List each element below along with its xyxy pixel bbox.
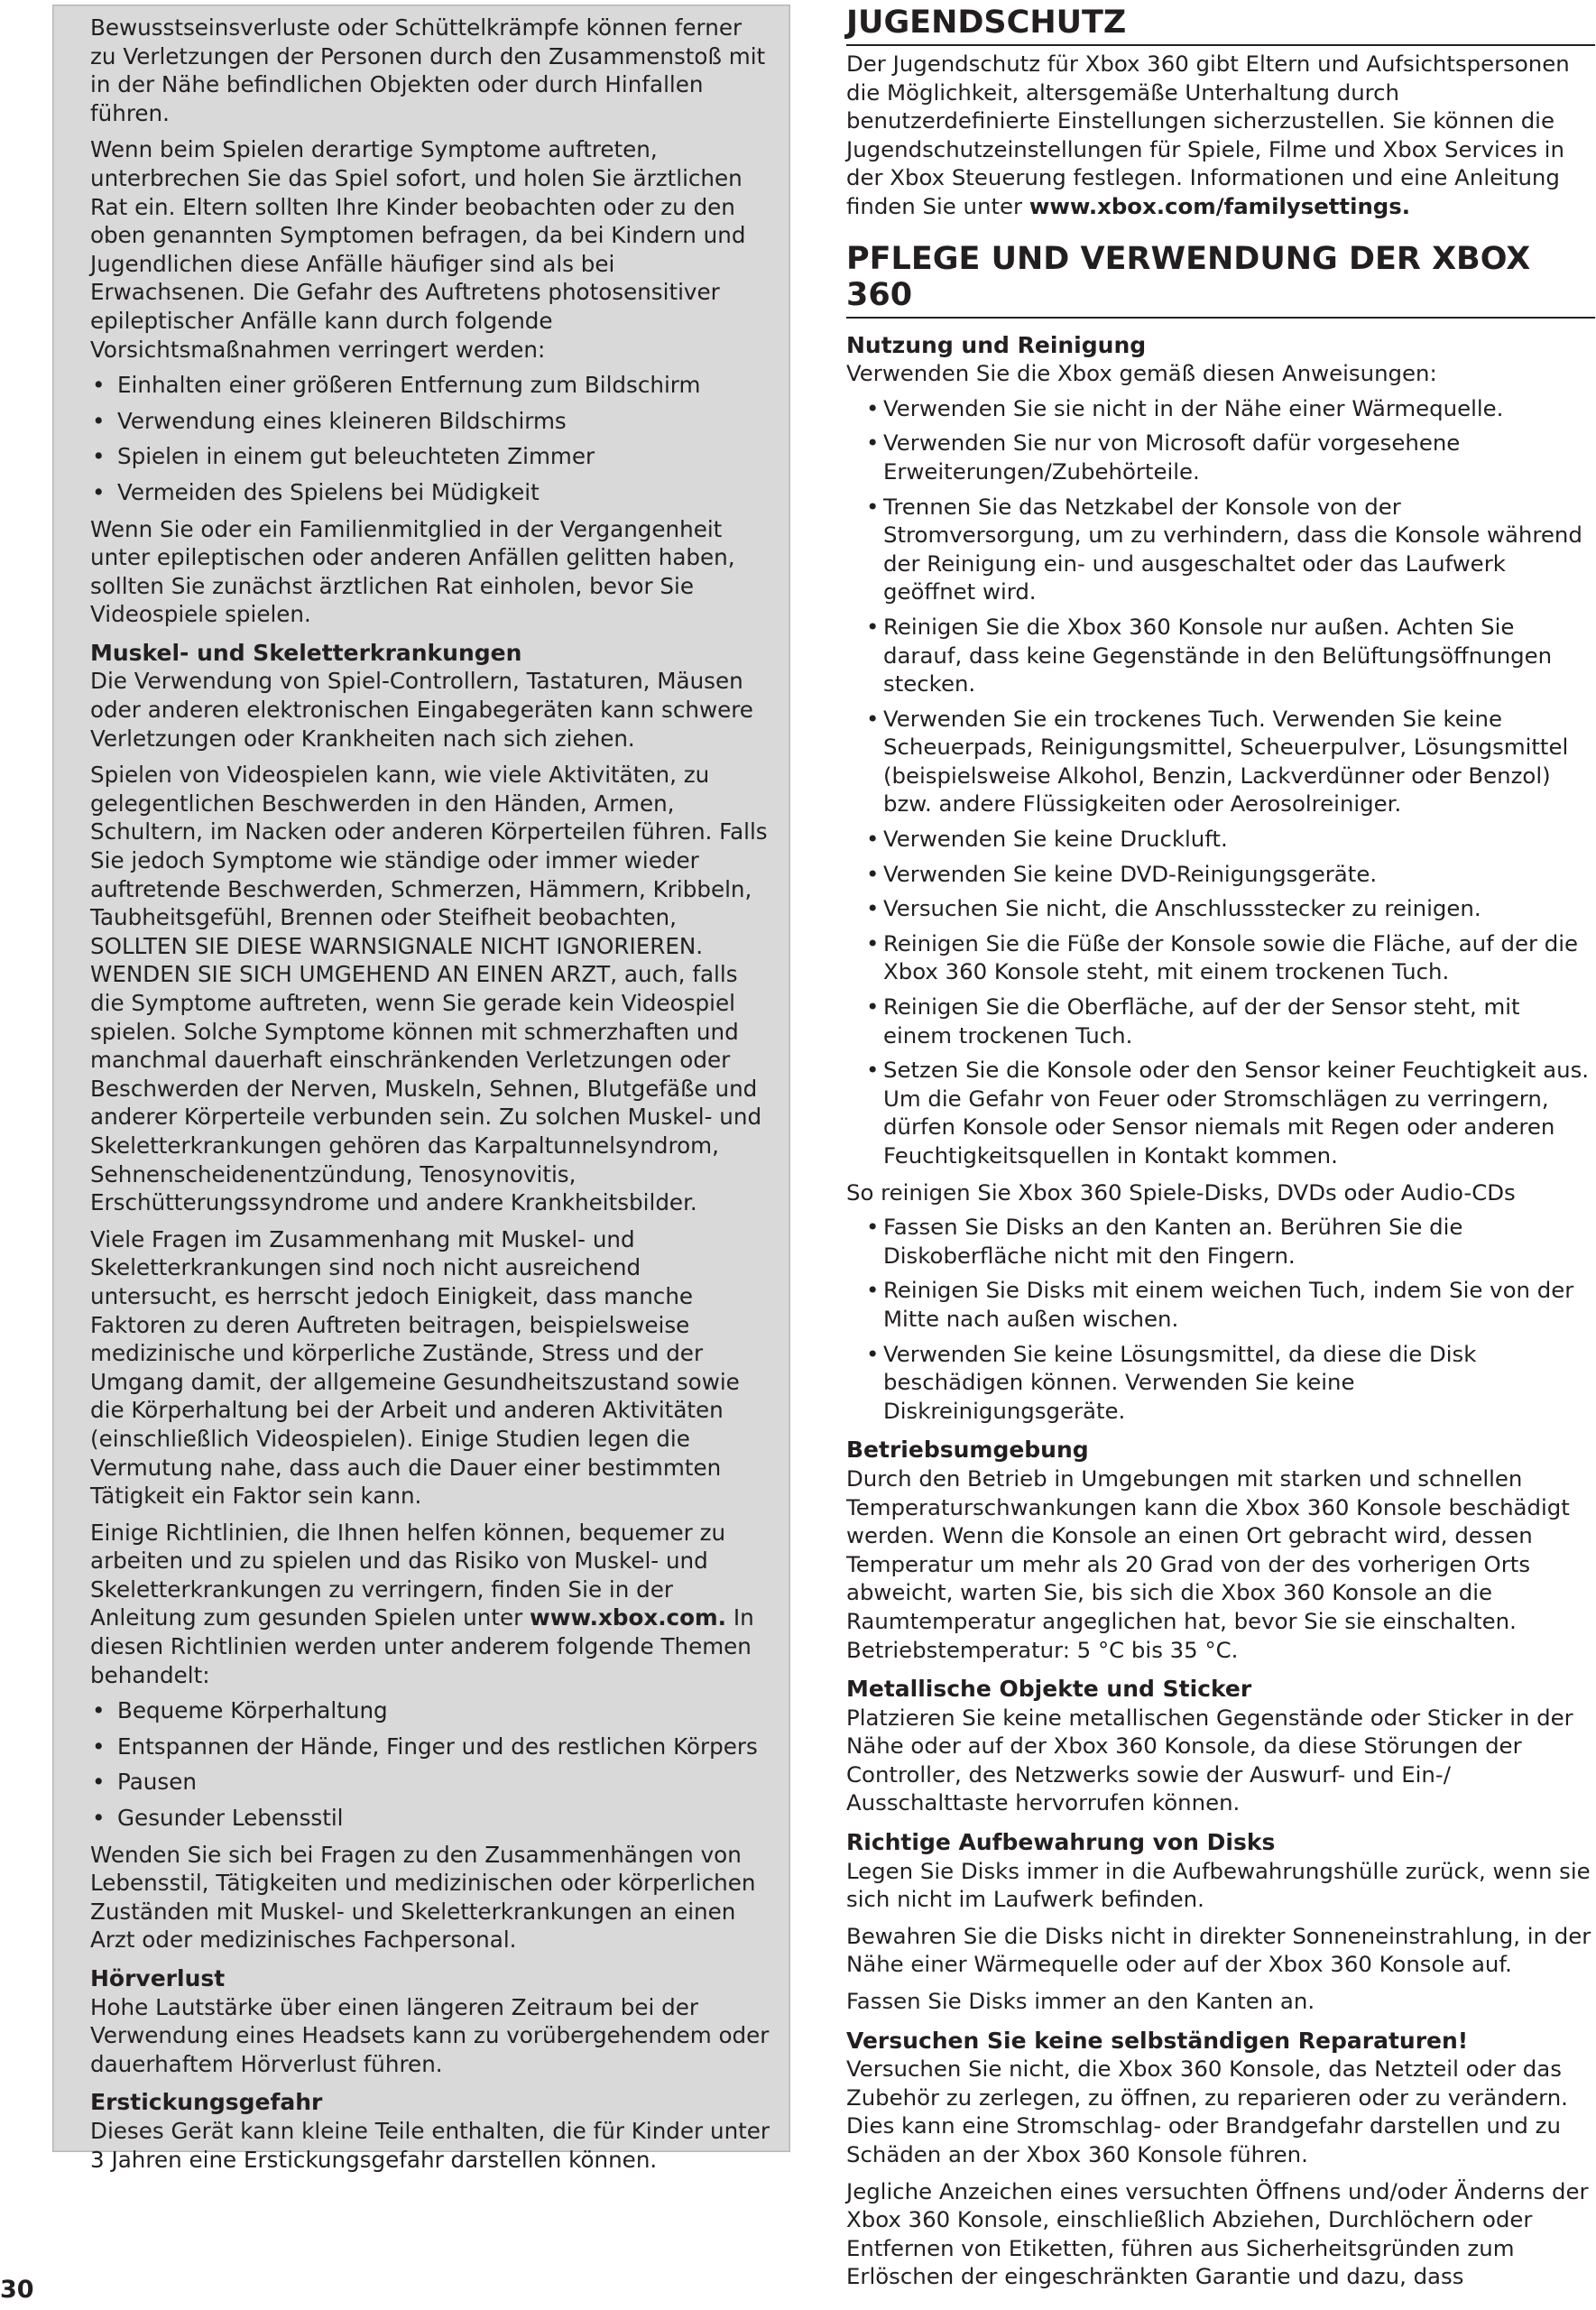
list-item: • Einhalten einer größeren Entfernung zum Bildschirm: [90, 371, 774, 400]
list-item: • Verwendung eines kleineren Bildschirms: [90, 407, 774, 436]
list-item: • Verwenden Sie sie nicht in der Nähe einer Wärmequelle.: [846, 394, 1595, 423]
storage-paragraph-2: Bewahren Sie die Disks nicht in direkter Sonneneinstrahlung, in der Nähe einer Wärmequelle oder auf der Xbox 360 Konsole auf.: [846, 1922, 1591, 1978]
list-item: • Spielen in einem gut beleuchteten Zimmer: [90, 442, 774, 471]
heading-hearing-loss: Hörverlust: [90, 1965, 226, 1991]
health-warnings-panel: [52, 5, 790, 2173]
storage-paragraph-3: Fassen Sie Disks immer an den Kanten an.: [846, 1988, 1315, 2015]
list-item: • Verwenden Sie keine Lösungsmittel, da diese die Disk beschädigen können. Verwenden Sie keine Diskreinigungsgeräte.: [846, 1340, 1595, 1426]
storage-paragraph-1: Legen Sie Disks immer in die Aufbewahrungshülle zurück, wenn sie sich nicht im Laufwerk befinden.: [846, 1857, 1591, 1913]
parental-text: Der Jugendschutz für Xbox 360 gibt Eltern und Aufsichtspersonen die Möglichkeit, altersgemäße Unterhaltung durch benutzerdefinierte Einstellungen sicherzustellen. Sie können die Jugendschutzeinstellungen für Spiele, Filme und Xbox Services in der Xbox Steuerung festlegen. Informationen und eine Anleitung finden Sie unter: [846, 51, 1570, 219]
list-item: • Pausen: [90, 1768, 774, 1797]
list-item: • Reinigen Sie Disks mit einem weichen Tuch, indem Sie von der Mitte nach außen wischen.: [846, 1276, 1595, 1333]
hearing-paragraph: Hohe Lautstärke über einen längeren Zeitraum bei der Verwendung eines Headsets kann zu vorübergehendem oder dauerhaftem Hörverlust führen.: [90, 1993, 770, 2077]
disks-list: [846, 1213, 1595, 1425]
heading-no-repairs: Versuchen Sie keine selbständigen Reparaturen!: [846, 2027, 1469, 2054]
consult-paragraph: Wenden Sie sich bei Fragen zu den Zusammenhängen von Lebensstil, Tätigkeiten und medizinischen oder körperlichen Zuständen mit Muskel- und Skeletterkrankungen an einen Arzt oder medizinisches Fachpersonal.: [90, 1841, 756, 1954]
questions-paragraph: Viele Fragen im Zusammenhang mit Muskel- und Skeletterkrankungen sind noch nicht ausreichend untersucht, es herrscht jedoch Einigkeit, dass manche Faktoren zu deren Auftreten beitragen, beispielsweise medizinische und körperliche Zustände, Stress und der Umgang damit, der allgemeine Gesundheitszustand sowie die Körperhaltung bei der Arbeit und anderen Aktivitäten (einschließlich Videospielen). Einige Studien legen die Vermutung nahe, dass auch die Dauer einer bestimmten Tätigkeit ein Faktor sein kann.: [90, 1225, 740, 1510]
topics-list: [90, 1696, 774, 1832]
metal-paragraph: Platzieren Sie keine metallischen Gegenstände oder Sticker in der Nähe oder auf der Xbox 360 Konsole, da diese Störungen der Controller, des Netzwerks sowie der Auswurf- und Ein-/ Ausschalttaste hervorrufen können.: [846, 1704, 1573, 1816]
guidelines-text-b: In diesen Richtlinien werden unter anderem folgende Themen behandelt:: [90, 1604, 754, 1688]
repair-paragraph-1: Versuchen Sie nicht, die Xbox 360 Konsole, das Netzteil oder das Zubehör zu zerlegen, zu öffnen, zu reparieren oder zu verändern. Dies kann eine Stromschlag- oder Brandgefahr darstellen und zu Schäden an der Xbox 360 Konsole führen.: [846, 2056, 1568, 2167]
repair-paragraph-2: Jegliche Anzeichen eines versuchten Öffnens und/oder Änderns der Xbox 360 Konsole, einschließlich Abziehen, Durchlöchern oder Entfernen von Etiketten, führen aus Sicherheitsgründen zum Erlöschen der eingeschränkten Garantie und dazu, dass: [846, 2177, 1589, 2290]
list-item: • Reinigen Sie die Xbox 360 Konsole nur außen. Achten Sie darauf, dass keine Gegenstände in den Belüftungsöffnungen stecken.: [846, 613, 1595, 698]
heading-operating-environment: Betriebsumgebung: [846, 1437, 1089, 1464]
list-item: • Versuchen Sie nicht, die Anschlussstecker zu reinigen.: [846, 894, 1595, 923]
list-item: • Fassen Sie Disks an den Kanten an. Berühren Sie die Diskoberfläche nicht mit den Fingern.: [846, 1213, 1595, 1270]
controller-paragraph: Die Verwendung von Spiel-Controllern, Tastaturen, Mäusen oder anderen elektronischen Eingabegeräten kann schwere Verletzungen oder Krankheiten nach sich ziehen.: [90, 668, 753, 752]
heading-parental-controls: JUGENDSCHUTZ: [846, 5, 1595, 46]
guidelines-text-a: Einige Richtlinien, die Ihnen helfen können, bequemer zu arbeiten und zu spielen und das Risiko von Muskel- und Skeletterkrankungen zu verringern, finden Sie in der Anleitung zum gesunden Spielen unter: [90, 1519, 726, 1631]
heading-metal-objects: Metallische Objekte und Sticker: [846, 1676, 1252, 1703]
heading-choking: Erstickungsgefahr: [90, 2089, 323, 2116]
list-item: • Verwenden Sie keine DVD-Reinigungsgeräte.: [846, 860, 1595, 889]
xbox-link[interactable]: www.xbox.com.: [530, 1604, 726, 1631]
list-item: • Vermeiden des Spielens bei Müdigkeit: [90, 478, 774, 507]
choking-paragraph: Dieses Gerät kann kleine Teile enthalten, die für Kinder unter 3 Jahren eine Erstickungsgefahr darstellen können.: [90, 2117, 770, 2173]
family-history-paragraph: Wenn Sie oder ein Familienmitglied in der Vergangenheit unter epileptischen oder anderen Anfällen gelitten haben, sollten Sie zunächst ärztlichen Rat einholen, bevor Sie Videospiele spielen.: [90, 515, 735, 628]
page-number: 30: [0, 2276, 34, 2304]
heading-usage-cleaning: Nutzung und Reinigung: [846, 331, 1147, 358]
operating-paragraph: Durch den Betrieb in Umgebungen mit starken und schnellen Temperaturschwankungen kann die Xbox 360 Konsole beschädigt werden. Wenn die Konsole an einen Ort gebracht wird, dessen Temperatur um mehr als 20 Grad von der des vorherigen Orts abweicht, warten Sie, bis sich die Xbox 360 Konsole an die Raumtemperatur angeglichen hat, bevor Sie sie einschalten. Betriebstemperatur: 5 °C bis 35 °C.: [846, 1465, 1570, 1663]
list-item: • Trennen Sie das Netzkabel der Konsole von der Stromversorgung, um zu verhindern, dass die Konsole während der Reinigung ein- und ausgeschaltet oder das Laufwerk geöffnet wird.: [846, 493, 1595, 606]
list-item: • Verwenden Sie nur von Microsoft dafür vorgesehene Erweiterungen/Zubehörteile.: [846, 429, 1595, 485]
care-and-use-column: [846, 5, 1595, 2291]
videogames-paragraph: Spielen von Videospielen kann, wie viele Aktivitäten, zu gelegentlichen Beschwerden in den Händen, Armen, Schultern, im Nacken oder anderen Körperteilen führen. Falls Sie jedoch Symptome wie ständige oder immer wieder auftretende Beschwerden, Schmerzen, Hämmern, Kribbeln, Taubheitsgefühl, Brennen oder Steifheit beobachten, SOLLTEN SIE DIESE WARNSIGNALE NICHT IGNORIEREN. WENDEN SIE SICH UMGEHEND AN EINEN ARZT, auch, falls die Symptome auftreten, wenn Sie gerade kein Videospiel spielen. Solche Symptome können mit schmerzhaften und manchmal dauerhaft einschränkenden Verletzungen oder Beschwerden der Nerven, Muskeln, Sehnen, Blutgefäße und anderer Körperteile verbunden sein. Zu solchen Muskel- und Skeletterkrankungen gehören das Karpaltunnelsyndrom, Sehnenscheidenentzündung, Tenosynovitis, Erschütterungssyndrome und andere Krankheitsbilder.: [90, 762, 768, 1216]
symptoms-paragraph: Wenn beim Spielen derartige Symptome auftreten, unterbrechen Sie das Spiel sofort, und holen Sie ärztlichen Rat ein. Eltern sollten Ihre Kinder beobachten oder zu den oben genannten Symptomen befragen, da bei Kindern und Jugendlichen diese Anfälle häufiger sind als bei Erwachsenen. Die Gefahr des Auftretens photosensitiver epileptischer Anfälle kann durch folgende Vorsichtsmaßnahmen verringert werden:: [90, 136, 746, 363]
list-item: • Reinigen Sie die Füße der Konsole sowie die Fläche, auf der die Xbox 360 Konsole steht, mit einem trockenen Tuch.: [846, 929, 1595, 986]
list-item: • Entspannen der Hände, Finger und des restlichen Körpers: [90, 1732, 774, 1761]
usage-list: [846, 394, 1595, 1170]
list-item: • Bequeme Körperhaltung: [90, 1696, 774, 1725]
parental-paragraph: [846, 50, 1595, 221]
list-item: • Gesunder Lebensstil: [90, 1804, 774, 1833]
guidelines-paragraph: [90, 1519, 774, 1690]
disks-intro: So reinigen Sie Xbox 360 Spiele-Disks, DVDs oder Audio-CDs: [846, 1178, 1516, 1206]
heading-disk-storage: Richtige Aufbewahrung von Disks: [846, 1829, 1276, 1856]
list-item: • Verwenden Sie keine Druckluft.: [846, 825, 1595, 854]
list-item: • Setzen Sie die Konsole oder den Sensor keiner Feuchtigkeit aus. Um die Gefahr von Feuer oder Stromschlägen zu verringern, dürfen Konsole oder Sensor niemals mit Regen oder anderen Feuchtigkeitsquellen in Kontakt kommen.: [846, 1056, 1595, 1169]
familysettings-link[interactable]: www.xbox.com/familysettings.: [1029, 192, 1411, 219]
list-item: • Verwenden Sie ein trockenes Tuch. Verwenden Sie keine Scheuerpads, Reinigungsmittel, Scheuerpulver, Lösungsmittel (beispielsweise Alkohol, Benzin, Lackverdünner oder Benzol) bzw. andere Flüssigkeiten oder Aerosolreiniger.: [846, 705, 1595, 818]
usage-intro: Verwenden Sie die Xbox gemäß diesen Anweisungen:: [846, 360, 1437, 387]
intro-paragraph: Bewusstseinsverluste oder Schüttelkrämpfe können ferner zu Verletzungen der Personen durch den Zusammenstoß mit in der Nähe befindlichen Objekten oder durch Hinfallen führen.: [90, 14, 766, 126]
heading-care-and-use: PFLEGE UND VERWENDUNG DER XBOX 360: [846, 241, 1595, 319]
heading-musculoskeletal: Muskel- und Skeletterkrankungen: [90, 639, 522, 666]
precautions-list: [90, 371, 774, 506]
list-item: • Reinigen Sie die Oberfläche, auf der der Sensor steht, mit einem trockenen Tuch.: [846, 993, 1595, 1049]
